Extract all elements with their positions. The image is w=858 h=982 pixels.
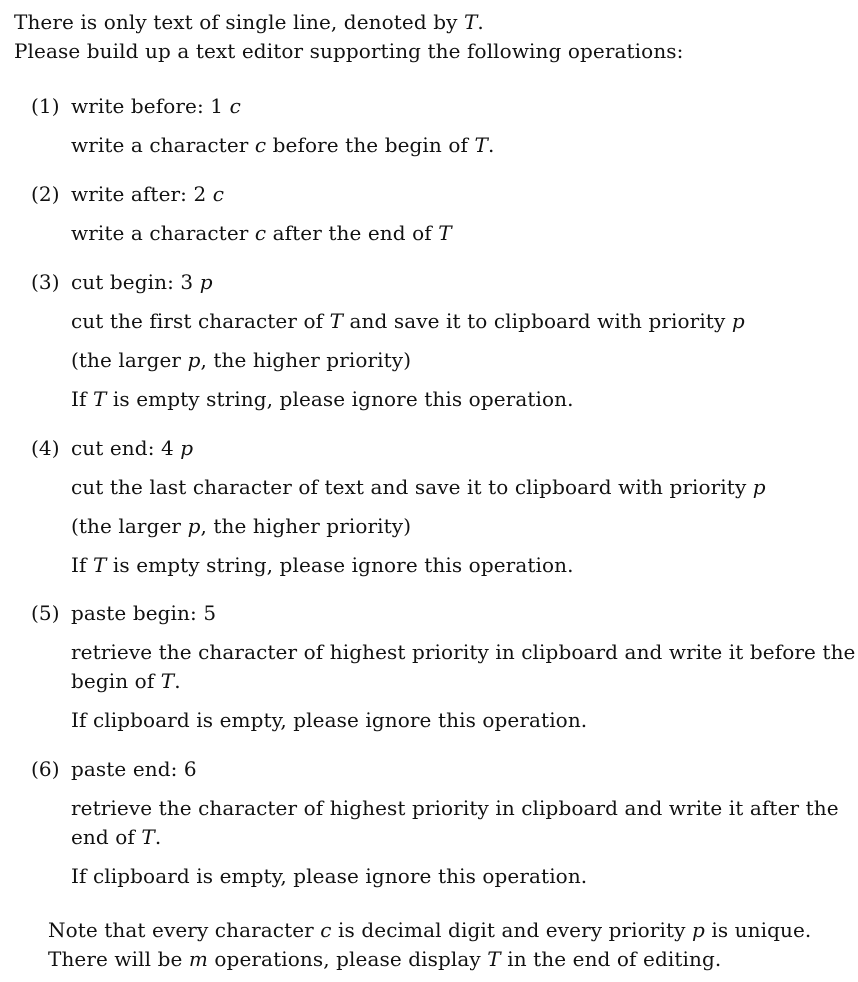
item-number: (4)	[31, 436, 60, 460]
math-variable: c	[229, 94, 241, 118]
item-4-head	[31, 434, 193, 462]
math-variable: T	[92, 553, 107, 577]
intro-line-1: There is only text of single line, denoted by T.	[14, 10, 484, 34]
math-variable: T	[474, 133, 488, 157]
item-number: (1)	[31, 94, 60, 118]
math-variable: c	[254, 221, 267, 245]
note-line-1: Note that every character c is decimal digit and every priority p is unique.	[48, 918, 812, 942]
item-title: cut end: 4 p	[71, 436, 194, 460]
intro-line-2: Please build up a text editor supporting the following operations:	[14, 39, 684, 63]
item-4-text-3: If T is empty string, please ignore this operation.	[71, 553, 574, 577]
math-variable: T	[92, 387, 107, 411]
item-title: paste begin: 5	[71, 601, 217, 625]
math-variable: p	[187, 348, 201, 372]
math-variable: p	[752, 475, 766, 499]
note-line-2: There will be m operations, please display T in the end of editing.	[48, 947, 722, 971]
item-3-text-2: (the larger p, the higher priority)	[71, 348, 412, 372]
item-3-text-1: cut the first character of T and save it to clipboard with priority p	[71, 309, 745, 333]
item-title: write after: 2 c	[71, 182, 225, 206]
math-variable: c	[254, 133, 267, 157]
math-variable: p	[199, 270, 213, 294]
item-number: (2)	[31, 182, 60, 206]
item-number: (5)	[31, 601, 60, 625]
math-variable: c	[212, 182, 225, 206]
item-1-text-1: write a character c before the begin of T.	[71, 133, 495, 157]
item-3-text-3: If T is empty string, please ignore this operation.	[71, 387, 574, 411]
math-variable: T	[487, 947, 501, 971]
item-6-text-2: end of T.	[71, 825, 162, 849]
item-3-head	[31, 268, 213, 296]
math-variable: m	[188, 947, 208, 971]
item-6-head	[31, 755, 197, 783]
math-variable: p	[180, 436, 194, 460]
item-5-text-3: If clipboard is empty, please ignore this operation.	[71, 708, 588, 732]
item-6-text-1: retrieve the character of highest priority in clipboard and write it after the	[71, 796, 839, 820]
math-variable: c	[320, 918, 332, 942]
math-variable: p	[731, 309, 745, 333]
math-variable: T	[463, 10, 478, 34]
item-2-text-1: write a character c after the end of T	[71, 221, 452, 245]
item-title: write before: 1 c	[71, 94, 241, 118]
item-2-head	[31, 180, 224, 208]
item-title: paste end: 6	[71, 757, 197, 781]
item-5-head	[31, 599, 216, 627]
item-1-head	[31, 92, 241, 120]
item-number: (6)	[31, 757, 60, 781]
item-5-text-2: begin of T.	[71, 669, 181, 693]
item-title: cut begin: 3 p	[71, 270, 213, 294]
math-variable: T	[329, 309, 344, 333]
math-variable: T	[141, 825, 155, 849]
math-variable: p	[187, 514, 201, 538]
item-4-text-1: cut the last character of text and save it to clipboard with priority p	[71, 475, 766, 499]
math-variable: T	[438, 221, 452, 245]
item-5-text-1: retrieve the character of highest priority in clipboard and write it before the	[71, 640, 856, 664]
math-variable: T	[160, 669, 175, 693]
item-6-text-3: If clipboard is empty, please ignore this operation.	[71, 864, 588, 888]
item-4-text-2: (the larger p, the higher priority)	[71, 514, 412, 538]
math-variable: p	[691, 918, 705, 942]
item-number: (3)	[31, 270, 60, 294]
